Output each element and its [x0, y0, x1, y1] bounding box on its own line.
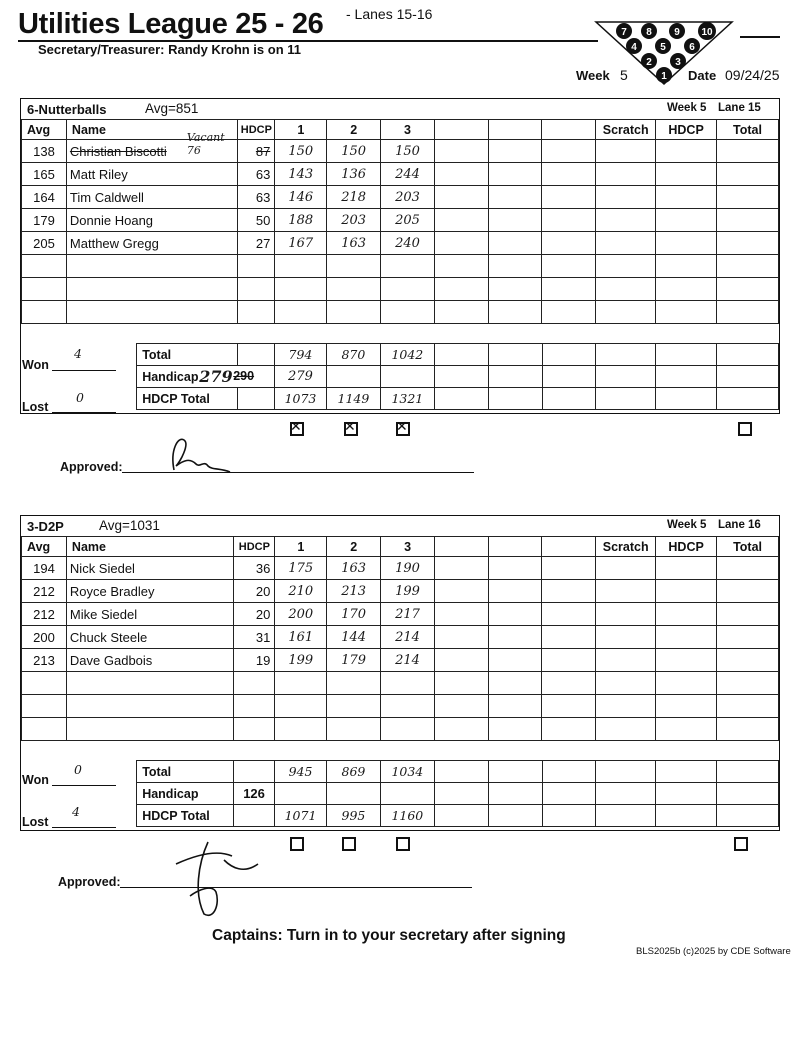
hdcp-total-label: HDCP Total	[137, 388, 238, 410]
game2-score[interactable]: 203	[327, 209, 381, 232]
lost-value[interactable]: 4	[72, 804, 80, 819]
hdcp-total-header: HDCP	[656, 537, 717, 557]
bowler-avg: 212	[22, 580, 67, 603]
table-row	[22, 603, 779, 626]
table-row	[22, 140, 779, 163]
won-value[interactable]: 0	[74, 762, 82, 777]
game1-score[interactable]: 146	[275, 186, 327, 209]
handicap-label: Handicap	[137, 783, 234, 805]
handicap-game1[interactable]: 279	[275, 366, 327, 388]
hdcp-total-header: HDCP	[656, 120, 717, 140]
svg-text:4: 4	[631, 42, 637, 53]
game1-score[interactable]: 175	[275, 557, 327, 580]
empty-row	[22, 255, 779, 278]
hdcp-total-game2[interactable]: 995	[326, 805, 380, 827]
date-label: Date	[688, 68, 717, 83]
total-header: Total	[717, 537, 779, 557]
empty-row	[22, 301, 779, 324]
title-rule-right	[740, 36, 780, 38]
game3-score[interactable]: 214	[381, 626, 435, 649]
bowler-avg: 212	[22, 603, 67, 626]
bowler-name: Matt Riley	[66, 163, 237, 186]
team-week: Week 5	[667, 519, 707, 531]
total-label: Total	[137, 344, 238, 366]
total-game1[interactable]: 794	[275, 344, 327, 366]
bowler-table	[21, 536, 779, 741]
total-game1[interactable]: 945	[275, 761, 327, 783]
game2-header: 2	[327, 120, 381, 140]
svg-text:3: 3	[675, 57, 681, 68]
lanes-label: - Lanes 15-16	[346, 6, 433, 22]
game1-score[interactable]: 143	[275, 163, 327, 186]
bowler-avg: 194	[22, 557, 67, 580]
bowler-name: Nick Siedel	[66, 557, 233, 580]
svg-text:9: 9	[674, 27, 680, 38]
bowler-hdcp: 20	[234, 603, 275, 626]
game2-checkbox[interactable]	[342, 837, 356, 851]
game1-header: 1	[275, 537, 327, 557]
game2-score[interactable]: 150	[327, 140, 381, 163]
hdcp-total-game3[interactable]: 1160	[380, 805, 434, 827]
bowler-avg: 164	[22, 186, 67, 209]
bowler-avg: 138	[22, 140, 67, 163]
game1-score[interactable]: 199	[275, 649, 327, 672]
total-label: Total	[137, 761, 234, 783]
game1-score[interactable]: 150	[275, 140, 327, 163]
empty-row	[22, 672, 779, 695]
bowler-name: Dave Gadbois	[66, 649, 233, 672]
hdcp-total-game1[interactable]: 1071	[275, 805, 327, 827]
avg-header: Avg	[22, 537, 67, 557]
total-header: Total	[717, 120, 779, 140]
total-game2[interactable]: 869	[326, 761, 380, 783]
table-row	[22, 580, 779, 603]
week-value: 5	[620, 67, 628, 83]
bowler-name: Donnie Hoang	[66, 209, 237, 232]
hdcp-total-game2[interactable]: 1149	[326, 388, 380, 410]
bowler-avg: 205	[22, 232, 67, 255]
bowler-name: Royce Bradley	[66, 580, 233, 603]
bowler-name: Matthew Gregg	[66, 232, 237, 255]
secretary-line: Secretary/Treasurer: Randy Krohn is on 11	[38, 42, 301, 57]
bowler-hdcp: 87	[238, 140, 275, 163]
table-row	[22, 209, 779, 232]
game2-checkbox[interactable]: ✕	[344, 422, 358, 436]
hdcp-header: HDCP	[238, 120, 275, 140]
bowler-name: Christian Biscotti Vacant 76	[66, 140, 237, 163]
game1-score[interactable]: 167	[275, 232, 327, 255]
game3-score[interactable]: 214	[381, 649, 435, 672]
bowler-hdcp: 20	[234, 580, 275, 603]
date-value: 09/24/25	[725, 67, 780, 83]
game3-header: 3	[381, 120, 435, 140]
team-name: 6-Nutterballs	[27, 102, 107, 117]
team-average: Avg=851	[145, 101, 199, 116]
signature-icon	[160, 430, 240, 478]
scratch-header: Scratch	[596, 120, 656, 140]
game2-score[interactable]: 163	[327, 232, 381, 255]
game1-score[interactable]: 161	[275, 626, 327, 649]
bowler-avg: 179	[22, 209, 67, 232]
game2-score[interactable]: 170	[327, 603, 381, 626]
empty-row	[22, 278, 779, 301]
won-label: Won	[22, 358, 49, 372]
svg-text:5: 5	[660, 42, 666, 53]
team-header	[21, 516, 778, 537]
vacant-note: Vacant 76	[186, 131, 225, 157]
hdcp-total-game1[interactable]: 1073	[275, 388, 327, 410]
total-checkbox[interactable]	[738, 422, 752, 436]
bowler-avg: 200	[22, 626, 67, 649]
lost-value[interactable]: 0	[76, 390, 84, 405]
total-game3[interactable]: 1042	[380, 344, 434, 366]
game2-score[interactable]: 136	[327, 163, 381, 186]
game3-score[interactable]: 240	[381, 232, 435, 255]
svg-text:8: 8	[646, 27, 652, 38]
empty-row	[22, 695, 779, 718]
game3-score[interactable]: 150	[381, 140, 435, 163]
game2-score[interactable]: 163	[327, 557, 381, 580]
totals-table	[21, 760, 779, 827]
signature-icon	[168, 834, 268, 924]
copyright: BLS2025b (c)2025 by CDE Software	[636, 946, 791, 957]
name-header: Name	[66, 537, 233, 557]
totals-table	[21, 343, 779, 410]
handicap-label: Handicap 279 290	[137, 366, 275, 388]
team-sheet-nutterballs	[20, 98, 780, 414]
game1-header: 1	[275, 120, 327, 140]
total-game2[interactable]: 870	[326, 344, 380, 366]
svg-text:6: 6	[689, 42, 695, 53]
game1-score[interactable]: 200	[275, 603, 327, 626]
game1-checkbox[interactable]	[290, 837, 304, 851]
scratch-header: Scratch	[596, 537, 656, 557]
game2-score[interactable]: 213	[327, 580, 381, 603]
table-row	[22, 232, 779, 255]
team-average: Avg=1031	[99, 518, 160, 533]
handicap-written: 279	[199, 367, 233, 386]
bowler-name: Chuck Steele	[66, 626, 233, 649]
table-row	[22, 626, 779, 649]
empty-row	[22, 718, 779, 741]
approved-label: Approved:	[60, 460, 123, 474]
game2-header: 2	[327, 537, 381, 557]
week-label: Week	[576, 68, 610, 83]
svg-text:1: 1	[661, 71, 667, 82]
table-header-row	[22, 120, 779, 140]
handicap-value: 126	[234, 783, 275, 805]
svg-text:7: 7	[621, 27, 627, 38]
game1-score[interactable]: 188	[275, 209, 327, 232]
lost-label: Lost	[22, 400, 49, 414]
game1-score[interactable]: 210	[275, 580, 327, 603]
team-lane: Lane 16	[718, 519, 761, 531]
game3-checkbox[interactable]	[396, 837, 410, 851]
bowler-avg: 213	[22, 649, 67, 672]
game3-score[interactable]: 203	[381, 186, 435, 209]
bowler-hdcp: 31	[234, 626, 275, 649]
hdcp-total-game3[interactable]: 1321	[380, 388, 434, 410]
team-week: Week 5	[667, 102, 707, 114]
game2-score[interactable]: 218	[327, 186, 381, 209]
game2-score[interactable]: 179	[327, 649, 381, 672]
bowler-hdcp: 63	[238, 163, 275, 186]
game3-score[interactable]: 190	[381, 557, 435, 580]
game2-score[interactable]: 144	[327, 626, 381, 649]
handicap-struck: 290	[233, 369, 255, 383]
hdcp-total-label: HDCP Total	[137, 805, 234, 827]
svg-text:2: 2	[646, 57, 652, 68]
team-lane: Lane 15	[718, 102, 761, 114]
svg-text:10: 10	[701, 27, 713, 38]
bowler-table	[21, 119, 779, 324]
avg-header: Avg	[22, 120, 67, 140]
bowler-name: Tim Caldwell	[66, 186, 237, 209]
game3-score[interactable]: 217	[381, 603, 435, 626]
league-title: Utilities League 25 - 26	[18, 8, 324, 40]
table-header-row	[22, 537, 779, 557]
bowler-avg: 165	[22, 163, 67, 186]
captains-note: Captains: Turn in to your secretary after signing	[212, 927, 566, 944]
won-label: Won	[22, 773, 49, 787]
game3-score[interactable]: 244	[381, 163, 435, 186]
team-name: 3-D2P	[27, 519, 64, 534]
game1-checkbox[interactable]: ✕	[290, 422, 304, 436]
bowler-name: Mike Siedel	[66, 603, 233, 626]
total-checkbox[interactable]	[734, 837, 748, 851]
game3-header: 3	[381, 537, 435, 557]
team-header	[21, 99, 778, 120]
game3-score[interactable]: 205	[381, 209, 435, 232]
bowler-hdcp: 19	[234, 649, 275, 672]
game3-checkbox[interactable]: ✕	[396, 422, 410, 436]
bowler-hdcp: 50	[238, 209, 275, 232]
table-row	[22, 186, 779, 209]
name-header: Name	[66, 120, 237, 140]
table-row	[22, 557, 779, 580]
lost-label: Lost	[22, 815, 49, 829]
table-row	[22, 649, 779, 672]
approved-label: Approved:	[58, 875, 121, 889]
total-game3[interactable]: 1034	[380, 761, 434, 783]
bowler-hdcp: 27	[238, 232, 275, 255]
bowler-hdcp: 36	[234, 557, 275, 580]
bowler-hdcp: 63	[238, 186, 275, 209]
hdcp-header: HDCP	[234, 537, 275, 557]
team-sheet-d2p	[20, 515, 780, 831]
game3-score[interactable]: 199	[381, 580, 435, 603]
won-value[interactable]: 4	[74, 346, 82, 361]
table-row	[22, 163, 779, 186]
